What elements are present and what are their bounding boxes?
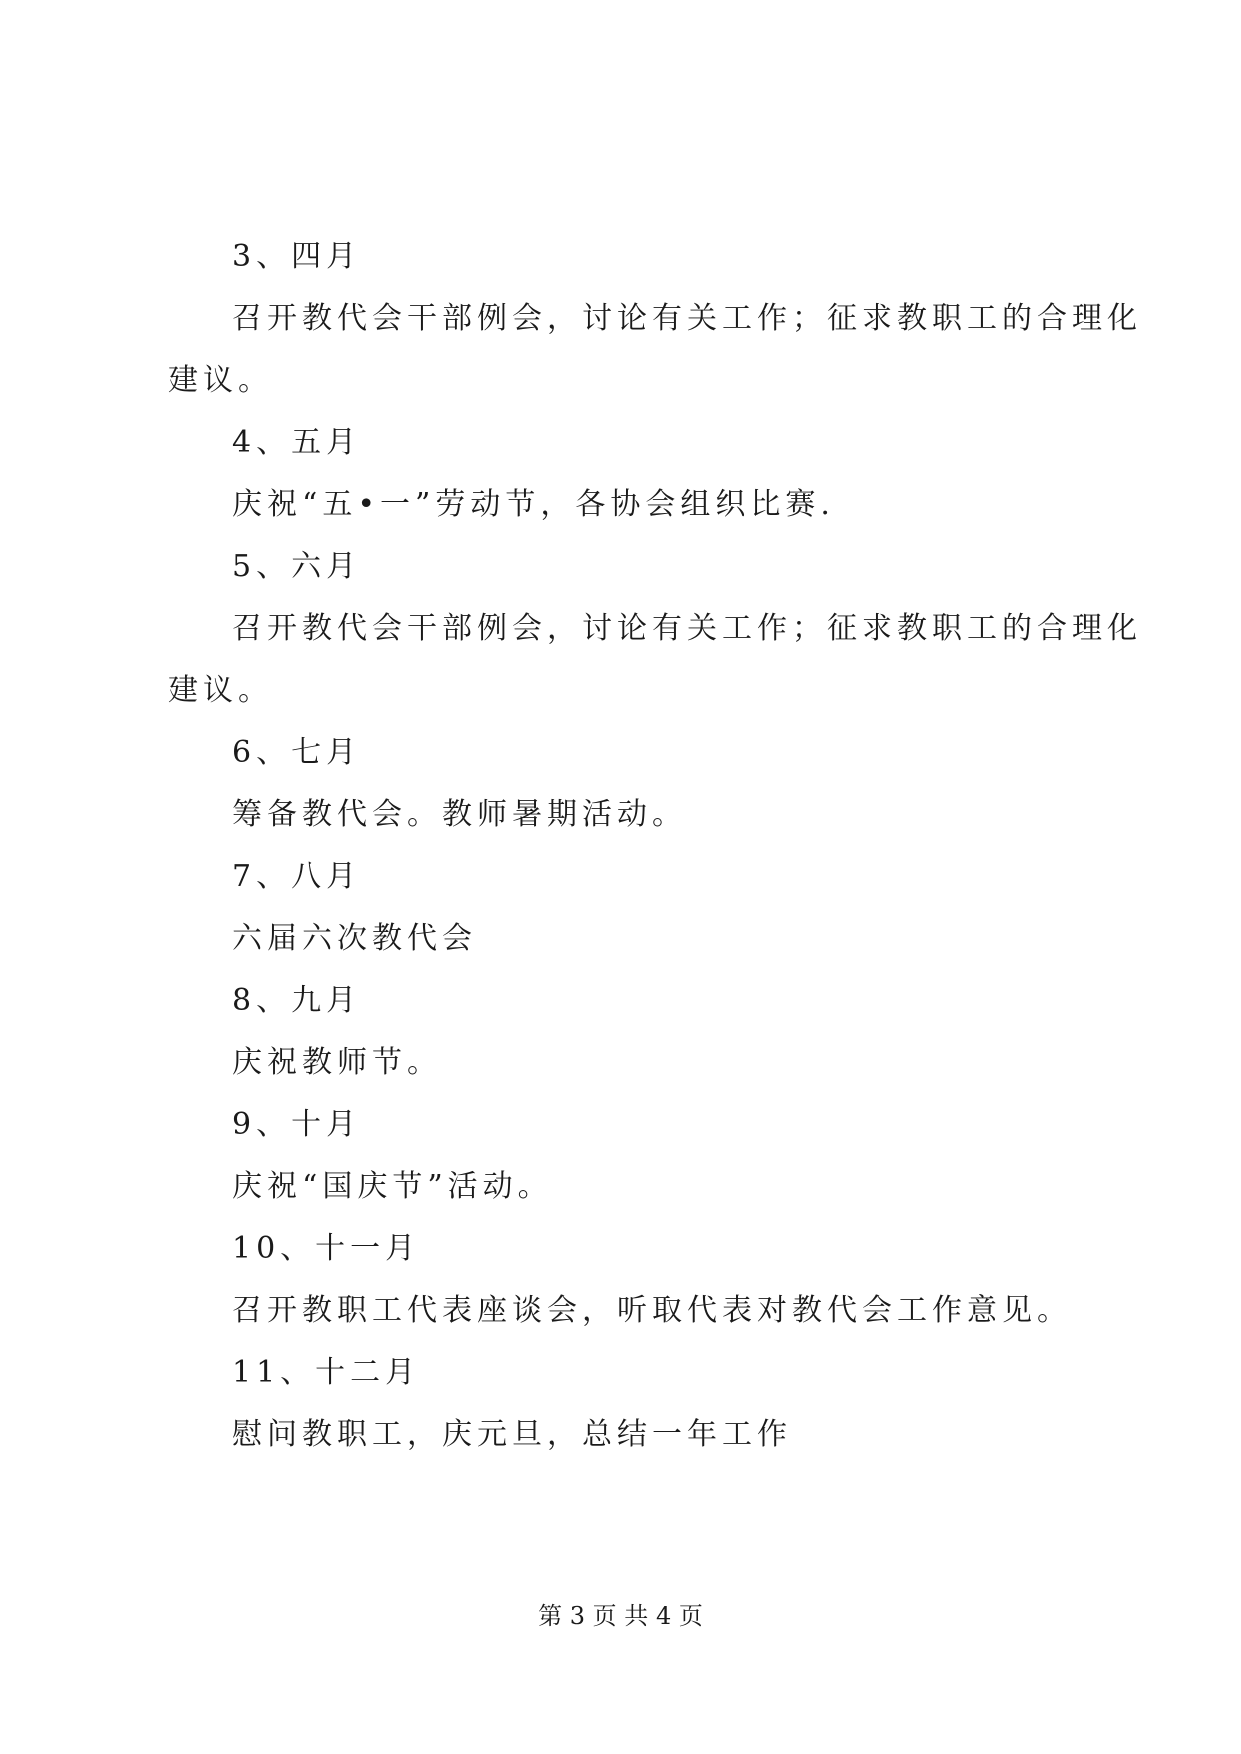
text-line: 5、六月 xyxy=(232,549,362,584)
text-line: 召开教代会干部例会，讨论有关工作；征求教职工的合理化 xyxy=(232,611,1142,646)
text-line: 11、十二月 xyxy=(232,1355,421,1390)
text-line: 慰问教职工，庆元旦，总结一年工作 xyxy=(232,1417,792,1452)
text-line: 庆祝“五•一”劳动节，各协会组织比赛. xyxy=(232,487,835,522)
text-line: 3、四月 xyxy=(232,239,362,274)
text-line: 筹备教代会。教师暑期活动。 xyxy=(232,797,687,832)
text-line: 建议。 xyxy=(168,673,273,708)
text-line: 4、五月 xyxy=(232,425,362,460)
document-body xyxy=(168,226,1142,1466)
text-line: 7、八月 xyxy=(232,859,362,894)
page-footer: 第 3 页 共 4 页 xyxy=(538,1602,703,1630)
text-line: 庆祝“国庆节”活动。 xyxy=(232,1169,553,1204)
text-line: 6、七月 xyxy=(232,735,362,770)
text-line: 10、十一月 xyxy=(232,1231,421,1266)
text-line: 召开教职工代表座谈会，听取代表对教代会工作意见。 xyxy=(232,1293,1072,1328)
text-line: 召开教代会干部例会，讨论有关工作；征求教职工的合理化 xyxy=(232,301,1142,336)
text-line: 9、十月 xyxy=(232,1107,362,1142)
text-line: 8、九月 xyxy=(232,983,362,1018)
text-line: 建议。 xyxy=(168,363,273,398)
text-line: 六届六次教代会 xyxy=(232,921,477,956)
text-line: 庆祝教师节。 xyxy=(232,1045,442,1080)
